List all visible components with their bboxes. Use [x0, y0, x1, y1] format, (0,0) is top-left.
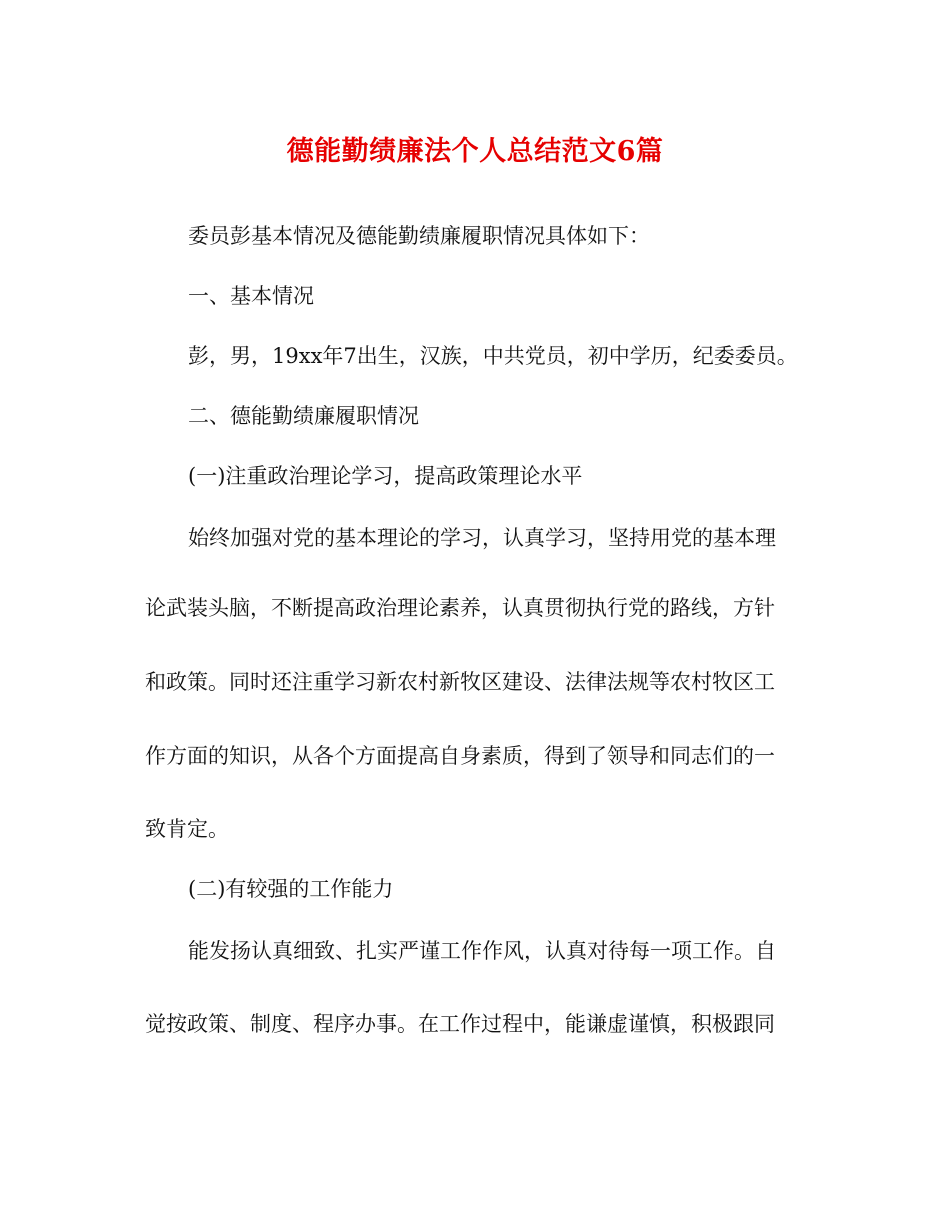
paragraph-line: 致肯定。	[145, 817, 229, 841]
paragraph-line: 和政策。同时还注重学习新农村新牧区建设、法律法规等农村牧区工	[145, 670, 775, 694]
subsection-heading: (二)有较强的工作能力	[188, 877, 394, 901]
paragraph-line: 彭，男，19xx年7出生，汉族，中共党员，初中学历，纪委委员。	[188, 344, 798, 368]
paragraph-line: 能发扬认真细致、扎实严谨工作作风，认真对待每一项工作。自	[188, 939, 776, 963]
paragraph-line: 论武装头脑，不断提高政治理论素养，认真贯彻执行党的路线，方针	[145, 596, 775, 620]
document-title: 德能勤绩廉法个人总结范文6篇	[286, 136, 664, 167]
section-heading: 二、德能勤绩廉履职情况	[188, 404, 419, 428]
paragraph-line: 始终加强对党的基本理论的学习，认真学习，坚持用党的基本理	[188, 526, 776, 550]
paragraph-line: 作方面的知识，从各个方面提高自身素质，得到了领导和同志们的一	[145, 744, 775, 768]
section-heading: 一、基本情况	[188, 284, 314, 308]
subsection-heading: (一)注重政治理论学习，提高政策理论水平	[188, 464, 583, 488]
paragraph-line: 委员彭基本情况及德能勤绩廉履职情况具体如下：	[188, 224, 650, 248]
paragraph-line: 觉按政策、制度、程序办事。在工作过程中，能谦虚谨慎，积极跟同	[145, 1012, 775, 1036]
